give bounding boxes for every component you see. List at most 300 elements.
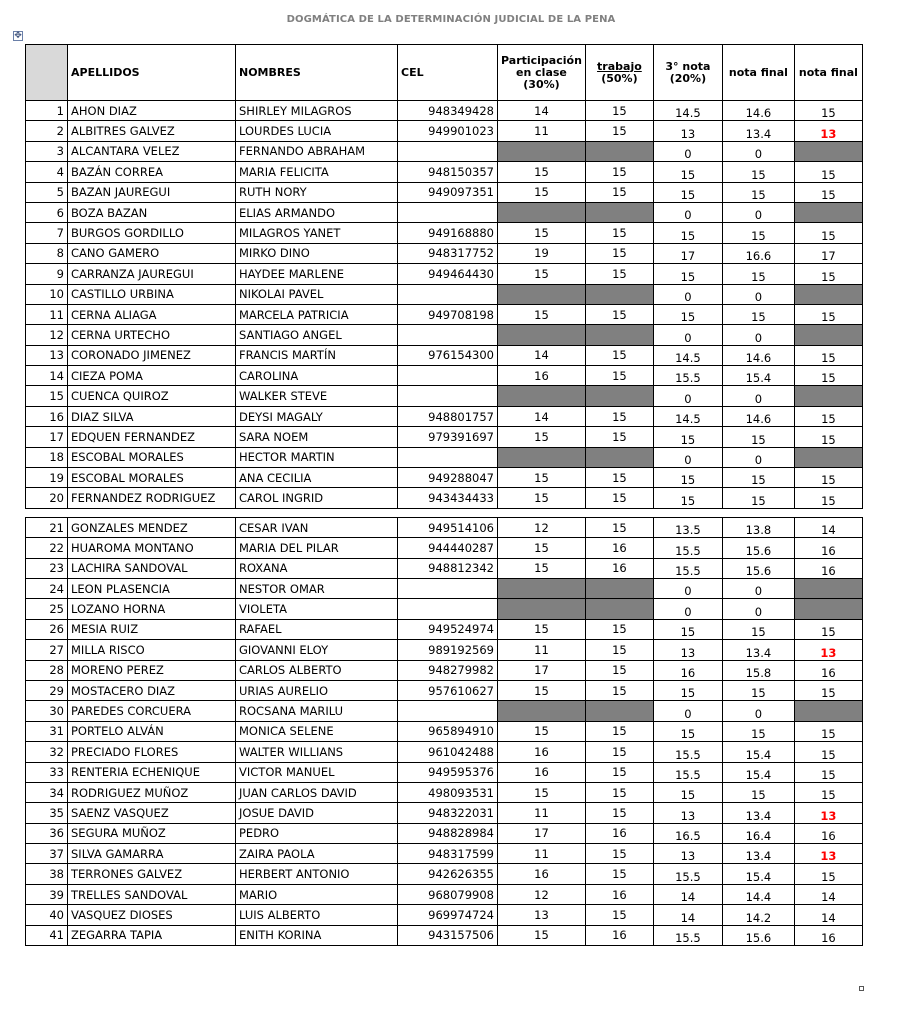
cell-nombres: CESAR IVAN [236, 517, 398, 537]
header-participacion-line2: en clase [516, 65, 567, 79]
cell-cel: 949901023 [398, 121, 498, 141]
cell-nombres: CAROLINA [236, 366, 398, 386]
cell-number: 28 [26, 660, 68, 680]
cell-trabajo: 15 [585, 162, 653, 182]
cell-apellidos: CASTILLO URBINA [68, 284, 236, 304]
cell-nota-final-1: 0 [722, 701, 794, 721]
cell-cel: 949514106 [398, 517, 498, 537]
cell-trabajo: 15 [585, 905, 653, 925]
grades-table [25, 44, 863, 946]
cell-nota-final-2: 14 [794, 905, 862, 925]
cell-cel: 949464430 [398, 264, 498, 284]
header-trabajo-line1: trabajo [597, 59, 642, 73]
cell-apellidos: GONZALES MENDEZ [68, 517, 236, 537]
cell-cel [398, 447, 498, 467]
cell-nota-final-2: 15 [794, 264, 862, 284]
cell-cel [398, 202, 498, 222]
cell-nota-final-2: 15 [794, 619, 862, 639]
cell-cel: 948349428 [398, 101, 498, 121]
cell-number: 11 [26, 304, 68, 324]
cell-tercera-nota: 15 [653, 619, 722, 639]
cell-trabajo: 15 [585, 680, 653, 700]
cell-trabajo: 15 [585, 517, 653, 537]
header-nombres: NOMBRES [236, 45, 398, 101]
cell-nota-final-1: 15.6 [722, 538, 794, 558]
cell-tercera-nota: 0 [653, 202, 722, 222]
cell-participacion: 15 [498, 558, 586, 578]
cell-apellidos: MOSTACERO DIAZ [68, 680, 236, 700]
cell-apellidos: ALBITRES GALVEZ [68, 121, 236, 141]
cell-trabajo: 15 [585, 640, 653, 660]
cell-trabajo: 15 [585, 468, 653, 488]
cell-participacion: 15 [498, 427, 586, 447]
table-row [26, 762, 863, 782]
cell-participacion [498, 599, 586, 619]
cell-nota-final-2: 15 [794, 406, 862, 426]
cell-apellidos: LOZANO HORNA [68, 599, 236, 619]
table-move-icon[interactable]: ✥ [14, 31, 22, 41]
table-row [26, 162, 863, 182]
cell-number: 24 [26, 578, 68, 598]
cell-number: 31 [26, 721, 68, 741]
cell-participacion: 15 [498, 264, 586, 284]
cell-participacion: 16 [498, 864, 586, 884]
cell-nota-final-1: 15 [722, 721, 794, 741]
cell-nombres: NIKOLAI PAVEL [236, 284, 398, 304]
cell-nota-final-2: 15 [794, 345, 862, 365]
cell-nota-final-2: 13 [794, 640, 862, 660]
cell-nota-final-1: 15 [722, 680, 794, 700]
cell-nota-final-2: 15 [794, 468, 862, 488]
cell-nombres: JOSUE DAVID [236, 803, 398, 823]
cell-cel: 976154300 [398, 345, 498, 365]
cell-nota-final-1: 15 [722, 468, 794, 488]
cell-nombres: MARIA FELICITA [236, 162, 398, 182]
cell-apellidos: BAZAN JAUREGUI [68, 182, 236, 202]
table-row [26, 345, 863, 365]
cell-participacion: 16 [498, 742, 586, 762]
cell-participacion: 12 [498, 884, 586, 904]
cell-cel: 948279982 [398, 660, 498, 680]
table-row [26, 182, 863, 202]
cell-nombres: HECTOR MARTIN [236, 447, 398, 467]
cell-tercera-nota: 0 [653, 578, 722, 598]
cell-cel: 943434433 [398, 488, 498, 508]
cell-nota-final-2 [794, 701, 862, 721]
cell-participacion: 15 [498, 468, 586, 488]
cell-number: 30 [26, 701, 68, 721]
cell-nota-final-1: 15 [722, 223, 794, 243]
cell-participacion: 15 [498, 925, 586, 945]
cell-participacion: 17 [498, 823, 586, 843]
cell-trabajo: 15 [585, 243, 653, 263]
cell-nombres: SARA NOEM [236, 427, 398, 447]
cell-apellidos: TRELLES SANDOVAL [68, 884, 236, 904]
table-row [26, 619, 863, 639]
cell-tercera-nota: 15 [653, 223, 722, 243]
cell-nota-final-1: 13.8 [722, 517, 794, 537]
cell-tercera-nota: 0 [653, 284, 722, 304]
cell-nota-final-2 [794, 599, 862, 619]
cell-trabajo: 15 [585, 660, 653, 680]
cell-trabajo: 15 [585, 223, 653, 243]
table-row [26, 304, 863, 324]
table-row [26, 488, 863, 508]
cell-nota-final-1: 0 [722, 141, 794, 161]
cell-nota-final-2: 16 [794, 558, 862, 578]
cell-nombres: PEDRO [236, 823, 398, 843]
cell-participacion: 13 [498, 905, 586, 925]
table-row [26, 121, 863, 141]
cell-nombres: ANA CECILIA [236, 468, 398, 488]
cell-trabajo: 15 [585, 121, 653, 141]
cell-nombres: MARCELA PATRICIA [236, 304, 398, 324]
table-row [26, 284, 863, 304]
cell-apellidos: SILVA GAMARRA [68, 844, 236, 864]
cell-cel: 948812342 [398, 558, 498, 578]
cell-number: 29 [26, 680, 68, 700]
cell-participacion [498, 202, 586, 222]
cell-number: 6 [26, 202, 68, 222]
cell-trabajo: 16 [585, 823, 653, 843]
table-row [26, 325, 863, 345]
cell-number: 7 [26, 223, 68, 243]
table-row [26, 517, 863, 537]
cell-apellidos: HUAROMA MONTANO [68, 538, 236, 558]
cell-tercera-nota: 15 [653, 721, 722, 741]
cell-nota-final-1: 13.4 [722, 640, 794, 660]
header-participacion [498, 45, 586, 101]
cell-nombres: VIOLETA [236, 599, 398, 619]
cell-apellidos: BAZÁN CORREA [68, 162, 236, 182]
cell-nombres: SANTIAGO ANGEL [236, 325, 398, 345]
cell-tercera-nota: 16 [653, 660, 722, 680]
table-row [26, 366, 863, 386]
cell-nota-final-1: 16.4 [722, 823, 794, 843]
cell-apellidos: ESCOBAL MORALES [68, 447, 236, 467]
cell-nota-final-2: 16 [794, 660, 862, 680]
cell-nombres: LOURDES LUCIA [236, 121, 398, 141]
cell-nota-final-2: 15 [794, 101, 862, 121]
cell-apellidos: EDQUEN FERNANDEZ [68, 427, 236, 447]
cell-cel: 968079908 [398, 884, 498, 904]
cell-participacion: 11 [498, 640, 586, 660]
cell-cel: 948317599 [398, 844, 498, 864]
cell-trabajo [585, 284, 653, 304]
cell-apellidos: LEON PLASENCIA [68, 578, 236, 598]
cell-nombres: VICTOR MANUEL [236, 762, 398, 782]
cell-apellidos: PORTELO ALVÁN [68, 721, 236, 741]
cell-nota-final-2: 15 [794, 680, 862, 700]
cell-nota-final-2: 16 [794, 823, 862, 843]
table-row [26, 844, 863, 864]
cell-nombres: ENITH KORINA [236, 925, 398, 945]
cell-nota-final-1: 0 [722, 325, 794, 345]
table-row [26, 803, 863, 823]
cell-nota-final-1: 0 [722, 599, 794, 619]
cell-participacion: 14 [498, 101, 586, 121]
cell-number: 19 [26, 468, 68, 488]
cell-trabajo: 15 [585, 182, 653, 202]
header-tercera-line1: 3° nota [665, 59, 711, 73]
cell-nombres: MONICA SELENE [236, 721, 398, 741]
cell-cel: 965894910 [398, 721, 498, 741]
cell-apellidos: DIAZ SILVA [68, 406, 236, 426]
cell-number: 36 [26, 823, 68, 843]
cell-number: 17 [26, 427, 68, 447]
cell-nota-final-2: 15 [794, 782, 862, 802]
cell-trabajo [585, 599, 653, 619]
table-row [26, 558, 863, 578]
header-nota-final-1: nota final [722, 45, 794, 101]
cell-cel: 949168880 [398, 223, 498, 243]
cell-nota-final-1: 15 [722, 182, 794, 202]
cell-cel: 989192569 [398, 640, 498, 660]
cell-nota-final-2: 15 [794, 182, 862, 202]
table-row [26, 721, 863, 741]
cell-cel: 948317752 [398, 243, 498, 263]
cell-trabajo: 15 [585, 101, 653, 121]
cell-nota-final-2 [794, 386, 862, 406]
cell-cel [398, 599, 498, 619]
cell-nota-final-1: 0 [722, 578, 794, 598]
cell-tercera-nota: 14 [653, 905, 722, 925]
cell-nota-final-2: 17 [794, 243, 862, 263]
cell-cel: 943157506 [398, 925, 498, 945]
cell-apellidos: SAENZ VASQUEZ [68, 803, 236, 823]
cell-nota-final-1: 15.4 [722, 742, 794, 762]
cell-nota-final-1: 15.4 [722, 762, 794, 782]
cell-trabajo: 15 [585, 742, 653, 762]
cell-participacion [498, 284, 586, 304]
cell-tercera-nota: 13 [653, 803, 722, 823]
cell-trabajo: 16 [585, 884, 653, 904]
cell-nombres: NESTOR OMAR [236, 578, 398, 598]
cell-nombres: MIRKO DINO [236, 243, 398, 263]
cell-number: 34 [26, 782, 68, 802]
cell-tercera-nota: 15.5 [653, 366, 722, 386]
cell-cel: 942626355 [398, 864, 498, 884]
cell-cel: 961042488 [398, 742, 498, 762]
table-row [26, 925, 863, 945]
cell-participacion: 11 [498, 121, 586, 141]
cell-nota-final-2 [794, 141, 862, 161]
cell-participacion: 15 [498, 223, 586, 243]
cell-cel: 948150357 [398, 162, 498, 182]
cell-number: 33 [26, 762, 68, 782]
cell-nombres: WALTER WILLIANS [236, 742, 398, 762]
cell-tercera-nota: 17 [653, 243, 722, 263]
cell-tercera-nota: 16.5 [653, 823, 722, 843]
cell-participacion: 19 [498, 243, 586, 263]
cell-nota-final-1: 15 [722, 264, 794, 284]
cell-number: 1 [26, 101, 68, 121]
cell-nota-final-1: 15 [722, 488, 794, 508]
cell-participacion: 11 [498, 803, 586, 823]
cell-cel [398, 366, 498, 386]
cell-tercera-nota: 15.5 [653, 925, 722, 945]
cell-participacion: 15 [498, 162, 586, 182]
cell-nota-final-2: 15 [794, 427, 862, 447]
cell-number: 5 [26, 182, 68, 202]
cell-apellidos: RENTERIA ECHENIQUE [68, 762, 236, 782]
header-participacion-line1: Participación [501, 53, 582, 67]
cell-apellidos: ZEGARRA TAPIA [68, 925, 236, 945]
cell-nombres: ELIAS ARMANDO [236, 202, 398, 222]
cell-nota-final-2: 15 [794, 762, 862, 782]
table-row [26, 782, 863, 802]
cell-trabajo: 15 [585, 782, 653, 802]
cell-nota-final-2: 13 [794, 121, 862, 141]
document-title: DOGMÁTICA DE LA DETERMINACIÓN JUDICIAL DE LA PENA [286, 14, 616, 25]
cell-nombres: ZAIRA PAOLA [236, 844, 398, 864]
header-trabajo-line2: (50%) [601, 71, 638, 85]
cell-participacion: 15 [498, 721, 586, 741]
cell-number: 16 [26, 406, 68, 426]
cell-nota-final-2: 15 [794, 721, 862, 741]
table-row [26, 101, 863, 121]
cell-trabajo: 15 [585, 345, 653, 365]
cell-trabajo: 15 [585, 844, 653, 864]
cell-number: 32 [26, 742, 68, 762]
cell-cel [398, 386, 498, 406]
cell-nota-final-2: 15 [794, 864, 862, 884]
header-trabajo [585, 45, 653, 101]
table-row [26, 468, 863, 488]
cell-tercera-nota: 13 [653, 121, 722, 141]
cell-nota-final-1: 0 [722, 447, 794, 467]
table-row [26, 864, 863, 884]
cell-nota-final-1: 13.4 [722, 803, 794, 823]
cell-number: 2 [26, 121, 68, 141]
cell-participacion: 15 [498, 538, 586, 558]
cell-trabajo: 15 [585, 864, 653, 884]
table-row [26, 640, 863, 660]
cell-nota-final-2 [794, 578, 862, 598]
cell-apellidos: RODRIGUEZ MUÑOZ [68, 782, 236, 802]
cell-nota-final-2: 15 [794, 488, 862, 508]
table-row [26, 660, 863, 680]
header-participacion-line3: (30%) [523, 77, 560, 91]
cell-apellidos: CUENCA QUIROZ [68, 386, 236, 406]
cell-apellidos: VASQUEZ DIOSES [68, 905, 236, 925]
cell-number: 38 [26, 864, 68, 884]
cell-nota-final-1: 0 [722, 386, 794, 406]
cell-nota-final-1: 16.6 [722, 243, 794, 263]
cell-cel: 969974724 [398, 905, 498, 925]
cell-participacion: 12 [498, 517, 586, 537]
cell-trabajo [585, 578, 653, 598]
cell-cel: 949288047 [398, 468, 498, 488]
cell-nota-final-1: 15 [722, 619, 794, 639]
cell-number: 18 [26, 447, 68, 467]
table-resize-handle[interactable] [859, 986, 864, 991]
cell-cel [398, 284, 498, 304]
cell-nombres: URIAS AURELIO [236, 680, 398, 700]
cell-participacion: 11 [498, 844, 586, 864]
cell-cel: 949595376 [398, 762, 498, 782]
cell-cel: 944440287 [398, 538, 498, 558]
cell-nombres: GIOVANNI ELOY [236, 640, 398, 660]
cell-tercera-nota: 15 [653, 162, 722, 182]
cell-apellidos: CORONADO JIMENEZ [68, 345, 236, 365]
cell-nombres: DEYSI MAGALY [236, 406, 398, 426]
cell-tercera-nota: 15 [653, 680, 722, 700]
cell-nota-final-2 [794, 202, 862, 222]
cell-number: 12 [26, 325, 68, 345]
cell-number: 39 [26, 884, 68, 904]
cell-cel [398, 701, 498, 721]
cell-cel: 948322031 [398, 803, 498, 823]
table-row [26, 243, 863, 263]
cell-number: 4 [26, 162, 68, 182]
cell-cel: 949097351 [398, 182, 498, 202]
page-break-cell [26, 508, 863, 517]
cell-apellidos: ALCANTARA VELEZ [68, 141, 236, 161]
cell-participacion: 15 [498, 680, 586, 700]
cell-nota-final-1: 15.4 [722, 366, 794, 386]
cell-tercera-nota: 15 [653, 488, 722, 508]
cell-tercera-nota: 15 [653, 468, 722, 488]
grades-body [26, 101, 863, 946]
cell-nombres: HERBERT ANTONIO [236, 864, 398, 884]
cell-number: 25 [26, 599, 68, 619]
cell-cel: 979391697 [398, 427, 498, 447]
cell-nombres: FRANCIS MARTÍN [236, 345, 398, 365]
cell-apellidos: MORENO PEREZ [68, 660, 236, 680]
cell-participacion [498, 701, 586, 721]
cell-nombres: ROXANA [236, 558, 398, 578]
cell-nombres: JUAN CARLOS DAVID [236, 782, 398, 802]
cell-tercera-nota: 13 [653, 844, 722, 864]
cell-cel: 949524974 [398, 619, 498, 639]
table-row [26, 823, 863, 843]
table-row [26, 884, 863, 904]
cell-trabajo [585, 202, 653, 222]
page-break-gap [26, 508, 863, 517]
cell-tercera-nota: 15.5 [653, 762, 722, 782]
cell-trabajo: 15 [585, 488, 653, 508]
cell-number: 23 [26, 558, 68, 578]
cell-tercera-nota: 15 [653, 782, 722, 802]
cell-trabajo [585, 141, 653, 161]
cell-trabajo: 16 [585, 538, 653, 558]
cell-apellidos: PAREDES CORCUERA [68, 701, 236, 721]
cell-nota-final-2: 16 [794, 538, 862, 558]
cell-number: 10 [26, 284, 68, 304]
cell-number: 22 [26, 538, 68, 558]
cell-nombres: MARIO [236, 884, 398, 904]
table-row [26, 538, 863, 558]
cell-cel: 949708198 [398, 304, 498, 324]
cell-tercera-nota: 0 [653, 386, 722, 406]
cell-participacion: 14 [498, 406, 586, 426]
table-row [26, 264, 863, 284]
cell-apellidos: CANO GAMERO [68, 243, 236, 263]
cell-apellidos: CERNA URTECHO [68, 325, 236, 345]
header-row [26, 45, 863, 101]
cell-nota-final-2: 14 [794, 517, 862, 537]
cell-apellidos: CARRANZA JAUREGUI [68, 264, 236, 284]
cell-nota-final-2: 15 [794, 223, 862, 243]
cell-tercera-nota: 14.5 [653, 406, 722, 426]
table-row [26, 701, 863, 721]
cell-nombres: MILAGROS YANET [236, 223, 398, 243]
cell-tercera-nota: 14.5 [653, 101, 722, 121]
table-row [26, 406, 863, 426]
cell-trabajo [585, 701, 653, 721]
cell-participacion: 16 [498, 366, 586, 386]
